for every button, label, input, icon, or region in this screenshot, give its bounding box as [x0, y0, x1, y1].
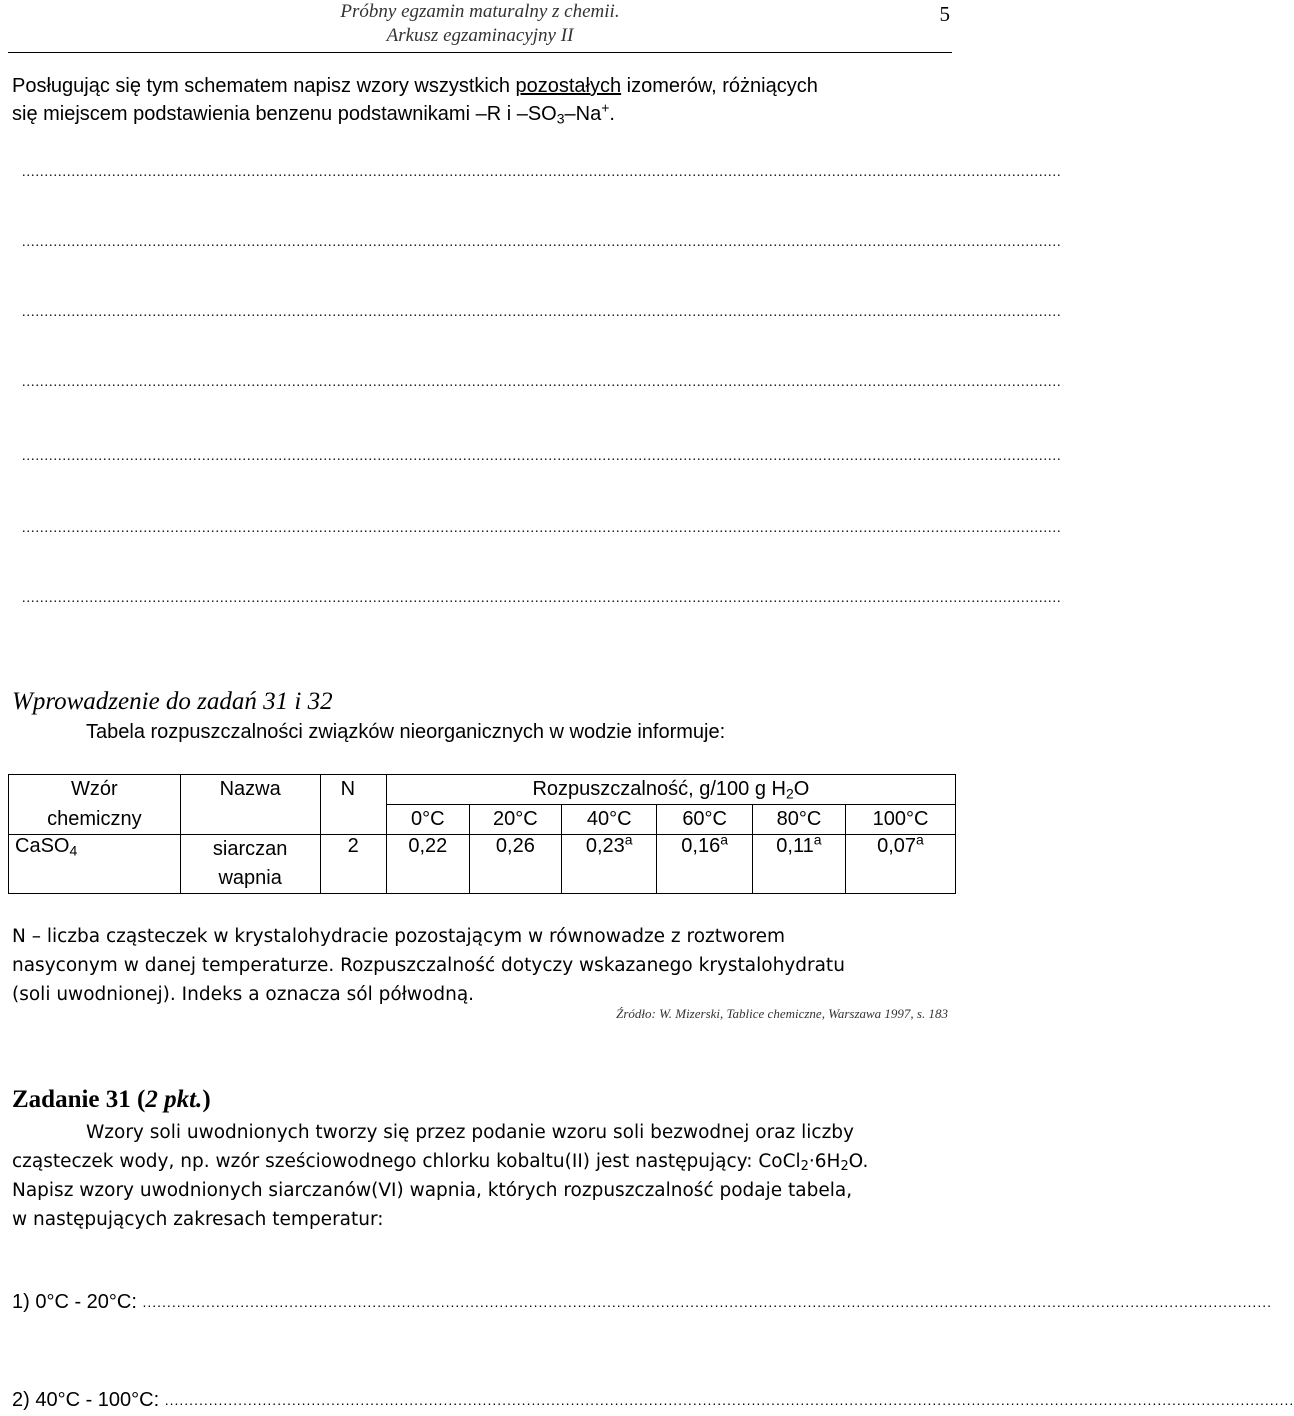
question-line2-mid: –Na	[564, 103, 602, 125]
question-line2-start: się miejscem podstawienia benzenu podstawnikami –R i –SO	[12, 103, 557, 125]
solubility-value: 0,16	[681, 835, 721, 857]
hemihydrate-mark: a	[916, 831, 924, 848]
notes-line-1: N – liczba cząsteczek w krystalohydracie pozostającym w równowadze z roztworem	[12, 926, 786, 947]
solubility-value: 0,26	[495, 835, 535, 857]
answer-item-1	[12, 1288, 1272, 1316]
table-header-row-1	[9, 775, 956, 805]
task-line2-mid: ·6H	[808, 1151, 841, 1172]
hemihydrate-mark: a	[624, 831, 633, 848]
question-line-2	[12, 100, 952, 128]
formula-cell	[9, 835, 181, 894]
solubility-cell	[386, 835, 469, 894]
solubility-cell	[752, 831, 845, 894]
temp-header: 60°C	[657, 805, 752, 835]
solubility-label: Rozpuszczalność, g/100 g H	[532, 778, 786, 800]
temp-header: 0°C	[386, 805, 469, 835]
answer-field-1[interactable]: .......................................................................................................................................................................................................................................	[142, 1294, 1272, 1310]
source-citation: Źródło: W. Mizerski, Tablice chemiczne, Warszawa 1997, s. 183	[616, 1006, 948, 1021]
solubility-value: 0,22	[408, 835, 448, 857]
page-number: 5	[939, 2, 950, 26]
task-31-body	[12, 1118, 952, 1234]
question-line2-end: .	[609, 103, 615, 125]
table-row	[9, 835, 956, 894]
header-name: Nazwa	[180, 775, 320, 805]
header-name-blank	[180, 805, 320, 835]
n-cell: 2	[320, 835, 386, 894]
task-line-1: Wzory soli uwodnionych tworzy się przez podanie wzoru soli bezwodnej oraz liczby	[86, 1122, 854, 1143]
task-line-4: w następujących zakresach temperatur:	[12, 1209, 384, 1230]
formula-text: CaSO	[15, 835, 70, 857]
temp-header: 100°C	[845, 805, 955, 835]
answer-line-4[interactable]: .......................................................................................................................................................................................................................................	[22, 375, 1062, 390]
intro-subtitle: Tabela rozpuszczalności związków nieorganicznych w wodzie informuje:	[86, 721, 726, 743]
answer-line-2[interactable]: .......................................................................................................................................................................................................................................	[22, 235, 1062, 250]
solubility-subscript: 2	[785, 785, 794, 802]
question-subscript: 3	[556, 110, 565, 127]
hemihydrate-mark: a	[720, 831, 729, 848]
answer-item-1-label: 1) 0°C - 20°C:	[12, 1291, 137, 1313]
name-line-2: wapnia	[218, 867, 282, 889]
task-line-2	[12, 1147, 952, 1176]
header-n-blank	[320, 805, 386, 835]
solubility-table	[8, 774, 956, 894]
header-rule	[8, 52, 952, 53]
name-cell	[180, 835, 320, 894]
answer-item-2-label: 2) 40°C - 100°C:	[12, 1389, 160, 1411]
header-formula-2: chemiczny	[9, 805, 181, 835]
answer-line-6[interactable]: .......................................................................................................................................................................................................................................	[22, 521, 1062, 536]
solubility-value: 0,23	[585, 835, 625, 857]
solubility-label-end: O	[793, 778, 810, 800]
task-line2-end: O.	[848, 1151, 869, 1172]
table-header-row-2	[9, 805, 956, 835]
solubility-cell	[657, 831, 752, 894]
task-points: 2 pkt.	[145, 1086, 203, 1113]
name-line-1: siarczan	[212, 838, 288, 860]
formula-subscript: 4	[69, 842, 78, 859]
temp-header: 80°C	[752, 805, 845, 835]
header-n: N	[320, 775, 386, 805]
answer-field-2[interactable]: .......................................................................................................................................................................................................................................	[164, 1392, 1294, 1408]
solubility-value: 0,07	[877, 835, 917, 857]
answer-line-5[interactable]: .......................................................................................................................................................................................................................................	[22, 449, 1062, 464]
intro-title: Wprowadzenie do zadań 31 i 32	[12, 688, 333, 715]
question-line-1	[12, 72, 952, 100]
header-title: Próbny egzamin maturalny z chemii.	[340, 1, 620, 22]
question-text	[12, 72, 952, 128]
task-31-title	[12, 1086, 211, 1114]
answer-line-7[interactable]: .......................................................................................................................................................................................................................................	[22, 591, 1062, 606]
answer-line-3[interactable]: .......................................................................................................................................................................................................................................	[22, 305, 1062, 320]
hemihydrate-mark: a	[813, 831, 822, 848]
task-title-start: Zadanie 31 (	[12, 1086, 146, 1113]
solubility-cell	[561, 831, 656, 894]
question-line1-end: izomerów, różniących	[621, 75, 818, 97]
header-subtitle: Arkusz egzaminacyjny II	[386, 25, 574, 46]
task-line2-start: cząsteczek wody, np. wzór sześciowodnego chlorku kobaltu(II) jest następujący: CoCl	[12, 1151, 801, 1172]
h2o-subscript: 2	[840, 1159, 849, 1175]
table-notes	[12, 922, 952, 1009]
answer-line-1[interactable]: .......................................................................................................................................................................................................................................	[22, 165, 1062, 180]
solubility-cell	[845, 831, 955, 894]
question-underlined-word: pozostałych	[515, 75, 622, 97]
question-line1-start: Posługując się tym schematem napisz wzory wszystkich	[12, 75, 516, 97]
temp-header: 20°C	[469, 805, 561, 835]
task-line-3: Napisz wzory uwodnionych siarczanów(VI) wapnia, których rozpuszczalność podaje tabela,	[12, 1180, 853, 1201]
solubility-value: 0,11	[776, 835, 814, 857]
solubility-cell	[469, 835, 561, 894]
task-title-end: )	[202, 1086, 211, 1113]
question-superscript: +	[601, 99, 610, 116]
temp-header: 40°C	[561, 805, 656, 835]
answer-item-2	[12, 1386, 1294, 1414]
notes-line-3: (soli uwodnionej). Indeks a oznacza sól półwodną.	[12, 984, 475, 1005]
cocl-subscript: 2	[800, 1159, 809, 1175]
notes-line-2: nasyconym w danej temperaturze. Rozpuszczalność dotyczy wskazanego krystalohydratu	[12, 955, 845, 976]
header-solubility	[386, 775, 955, 805]
header-formula: Wzór	[9, 775, 181, 805]
